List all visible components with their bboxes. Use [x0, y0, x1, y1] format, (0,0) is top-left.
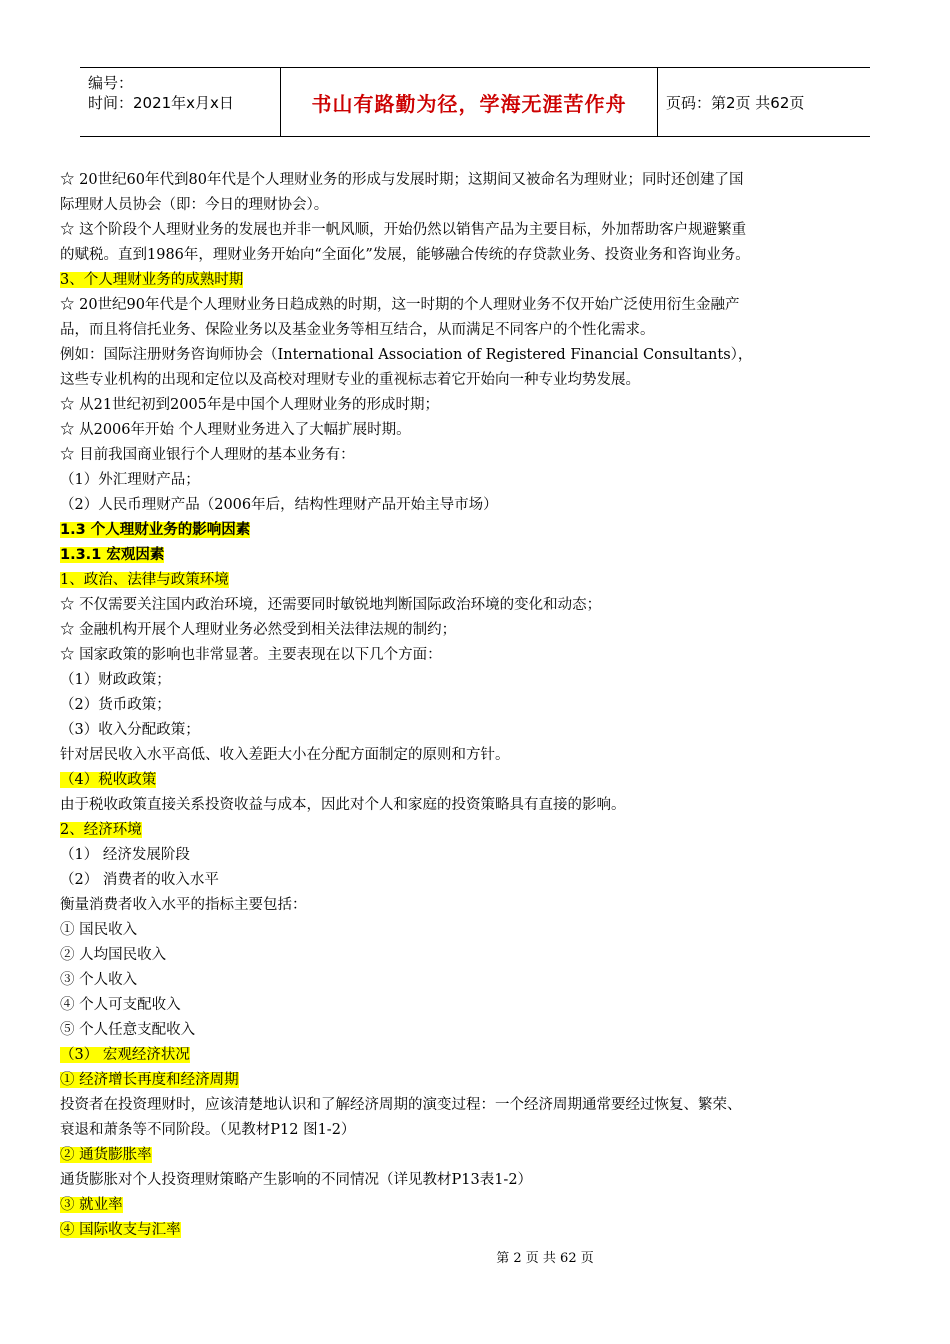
text-line [60, 1118, 890, 1143]
text-line [60, 818, 890, 843]
line-text: （1） 经济发展阶段 [60, 847, 190, 863]
number-label: 编号： [88, 74, 134, 92]
text-line [60, 693, 890, 718]
line-text: 衡量消费者收入水平的指标主要包括： [60, 897, 307, 913]
line-text: 际理财人员协会（即：今日的理财协会）。 [60, 197, 329, 213]
highlighted-text: 1.3 个人理财业务的影响因素 [60, 522, 251, 538]
line-text: ☆ 不仅需要关注国内政治环境，还需要同时敏锐地判断国际政治环境的变化和动态； [60, 597, 602, 613]
highlighted-text: ④ 国际收支与汇率 [60, 1222, 181, 1238]
line-text: ☆ 金融机构开展个人理财业务必然受到相关法律法规的制约； [60, 622, 457, 638]
text-line [60, 518, 890, 543]
text-line [60, 243, 890, 268]
line-text: 通货膨胀对个人投资理财策略产生影响的不同情况（详见教材P13表1-2） [60, 1172, 533, 1188]
text-line [60, 1018, 890, 1043]
page-footer: 第 2 页 共 62 页 [496, 1251, 594, 1266]
line-text: ☆ 从21世纪初到2005年是中国个人理财业务的形成时期； [60, 397, 439, 413]
text-line [60, 793, 890, 818]
text-line [60, 343, 890, 368]
text-line [60, 943, 890, 968]
highlighted-text: （3） 宏观经济状况 [60, 1047, 190, 1063]
document-body [60, 168, 890, 1243]
text-line [60, 368, 890, 393]
text-line [60, 218, 890, 243]
line-text: ④ 个人可支配收入 [60, 997, 181, 1013]
text-line [60, 318, 890, 343]
highlighted-text: 3、个人理财业务的成熟时期 [60, 272, 244, 288]
text-line [60, 868, 890, 893]
text-line [60, 593, 890, 618]
text-line [60, 443, 890, 468]
text-line [60, 1143, 890, 1168]
text-line [60, 893, 890, 918]
text-line [60, 843, 890, 868]
highlighted-text: 2、经济环境 [60, 822, 142, 838]
text-line [60, 293, 890, 318]
line-text: ☆ 20世纪60年代到80年代是个人理财业务的形成与发展时期；这期间又被命名为理财业；同时还创建了国 [60, 172, 744, 188]
header-motto-cell [281, 68, 658, 136]
text-line [60, 643, 890, 668]
line-text: ☆ 从2006年开始 个人理财业务进入了大幅扩展时期。 [60, 422, 411, 438]
line-text: ☆ 20世纪90年代是个人理财业务日趋成熟的时期，这一时期的个人理财业务不仅开始广泛使用衍生金融产 [60, 297, 740, 313]
page-code: 页码：第2页 共62页 [666, 93, 805, 112]
text-line [60, 768, 890, 793]
text-line [60, 1068, 890, 1093]
text-line [60, 993, 890, 1018]
text-line [60, 193, 890, 218]
line-text: 这些专业机构的出现和定位以及高校对理财专业的重视标志着它开始向一种专业均势发展。 [60, 372, 640, 388]
line-text: （1）财政政策； [60, 672, 171, 688]
page-header [80, 67, 870, 137]
text-line [60, 918, 890, 943]
text-line [60, 743, 890, 768]
line-text: （1）外汇理财产品； [60, 472, 200, 488]
line-text: 例如：国际注册财务咨询师协会（International Association of Registered Financial Consultants）， [60, 347, 753, 363]
highlighted-text: 1.3.1 宏观因素 [60, 547, 165, 563]
highlighted-text: 1、政治、法律与政策环境 [60, 572, 229, 588]
text-line [60, 493, 890, 518]
line-text: ☆ 国家政策的影响也非常显著。主要表现在以下几个方面： [60, 647, 442, 663]
line-text: 针对居民收入水平高低、收入差距大小在分配方面制定的原则和方针。 [60, 747, 510, 763]
text-line [60, 568, 890, 593]
text-line [60, 968, 890, 993]
text-line [60, 168, 890, 193]
line-text: 的赋税。直到1986年，理财业务开始向“全面化”发展，能够融合传统的存贷款业务、投资业务和咨询业务。 [60, 247, 750, 263]
line-text: （2）货币政策； [60, 697, 171, 713]
highlighted-text: ① 经济增长再度和经济周期 [60, 1072, 239, 1088]
line-text: 衰退和萧条等不同阶段。（见教材P12 图1-2） [60, 1122, 356, 1138]
text-line [60, 393, 890, 418]
line-text: ☆ 目前我国商业银行个人理财的基本业务有： [60, 447, 355, 463]
text-line [60, 468, 890, 493]
text-line [60, 1168, 890, 1193]
text-line [60, 543, 890, 568]
header-left-cell [80, 68, 281, 136]
line-text: ① 国民收入 [60, 922, 138, 938]
line-text: 由于税收政策直接关系投资收益与成本，因此对个人和家庭的投资策略具有直接的影响。 [60, 797, 626, 813]
text-line [60, 1043, 890, 1068]
text-line [60, 618, 890, 643]
text-line [60, 418, 890, 443]
line-text: ☆ 这个阶段个人理财业务的发展也并非一帆风顺，开始仍然以销售产品为主要目标，外加帮助客户规避繁重 [60, 222, 747, 238]
text-line [60, 1093, 890, 1118]
time-label: 时间：2021年x月x日 [88, 94, 234, 112]
line-text: 投资者在投资理财时，应该清楚地认识和了解经济周期的演变过程：一个经济周期通常要经过恢复、繁荣、 [60, 1097, 742, 1113]
line-text: （2） 消费者的收入水平 [60, 872, 219, 888]
text-line [60, 1193, 890, 1218]
line-text: ⑤ 个人任意支配收入 [60, 1022, 196, 1038]
text-line [60, 268, 890, 293]
header-right-cell [658, 68, 870, 136]
motto: 书山有路勤为径，学海无涯苦作舟 [311, 91, 627, 116]
text-line [60, 1218, 890, 1243]
line-text: （2）人民币理财产品（2006年后，结构性理财产品开始主导市场） [60, 497, 498, 513]
text-line [60, 718, 890, 743]
highlighted-text: ③ 就业率 [60, 1197, 123, 1213]
highlighted-text: （4）税收政策 [60, 772, 157, 788]
highlighted-text: ② 通货膨胀率 [60, 1147, 152, 1163]
line-text: ② 人均国民收入 [60, 947, 167, 963]
line-text: （3）收入分配政策； [60, 722, 200, 738]
line-text: 品，而且将信托业务、保险业务以及基金业务等相互结合，从而满足不同客户的个性化需求。 [60, 322, 655, 338]
line-text: ③ 个人收入 [60, 972, 138, 988]
text-line [60, 668, 890, 693]
